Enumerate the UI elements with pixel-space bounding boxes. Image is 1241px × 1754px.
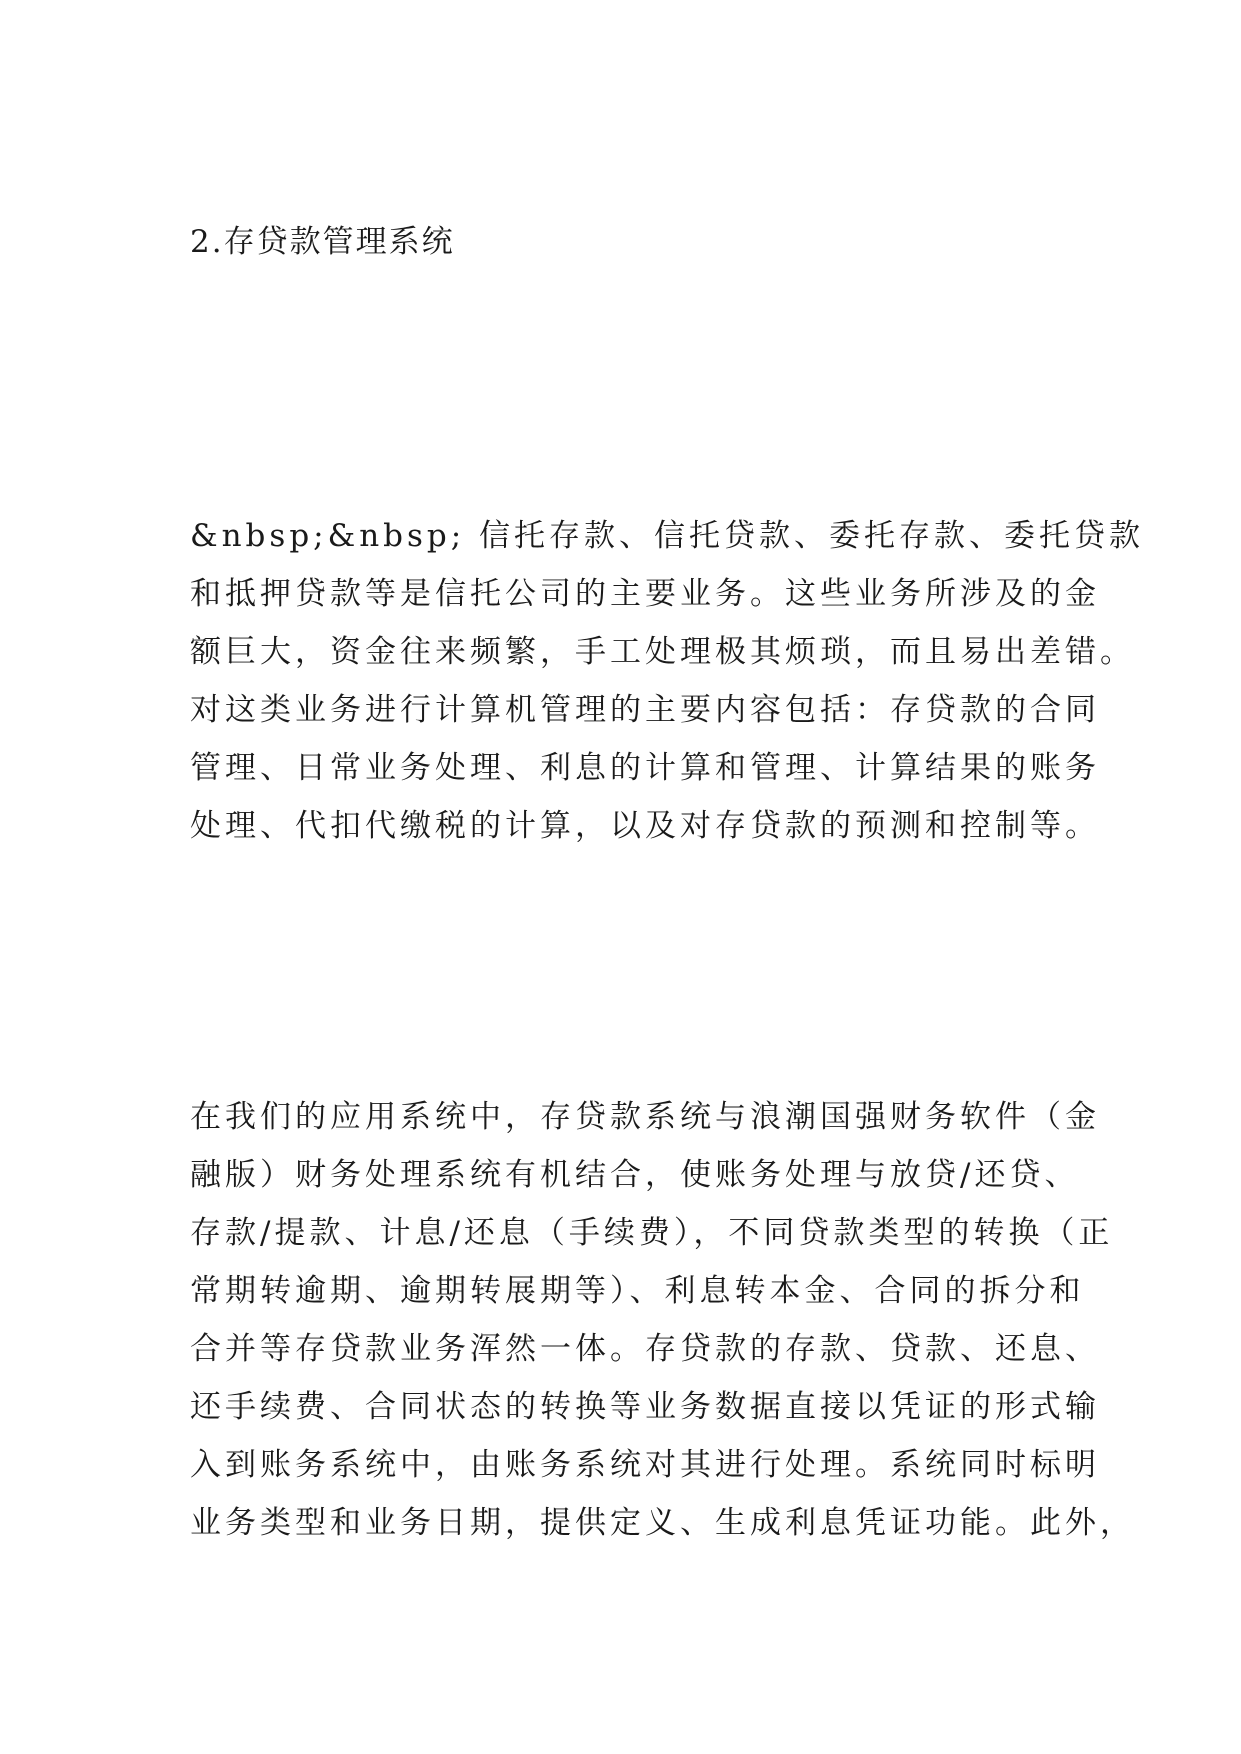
paragraph-line: 管理、日常业务处理、利息的计算和管理、计算结果的账务 — [190, 750, 1100, 786]
paragraph-line: 和抵押贷款等是信托公司的主要业务。这些业务所涉及的金 — [190, 576, 1100, 612]
paragraph-line: 存款/提款、计息/还息（手续费），不同贷款类型的转换（正 — [190, 1215, 1114, 1251]
paragraph-line: 对这类业务进行计算机管理的主要内容包括：存贷款的合同 — [190, 692, 1100, 728]
paragraph-system-integration — [190, 1088, 1135, 1552]
section-heading: 2.存贷款管理系统 — [190, 224, 455, 260]
paragraph-line: 融版）财务处理系统有机结合，使账务处理与放贷/还贷、 — [190, 1157, 1080, 1193]
paragraph-line: 还手续费、合同状态的转换等业务数据直接以凭证的形式输 — [190, 1389, 1100, 1425]
paragraph-line: 入到账务系统中，由账务系统对其进行处理。系统同时标明 — [190, 1447, 1100, 1483]
paragraph-line: 合并等存贷款业务浑然一体。存贷款的存款、贷款、还息、 — [190, 1331, 1100, 1367]
paragraph-line: 处理、代扣代缴税的计算，以及对存贷款的预测和控制等。 — [190, 808, 1100, 844]
paragraph-line: 在我们的应用系统中，存贷款系统与浪潮国强财务软件（金 — [190, 1099, 1100, 1135]
paragraph-line: 常期转逾期、逾期转展期等）、利息转本金、合同的拆分和 — [190, 1273, 1085, 1309]
paragraph-line: 额巨大，资金往来频繁，手工处理极其烦琐，而且易出差错。 — [190, 634, 1135, 670]
paragraph-line: 业务类型和业务日期，提供定义、生成利息凭证功能。此外， — [190, 1505, 1135, 1541]
paragraph-trust-business — [190, 507, 1145, 855]
paragraph-line: &nbsp;&nbsp; 信托存款、信托贷款、委托存款、委托贷款 — [190, 518, 1145, 554]
